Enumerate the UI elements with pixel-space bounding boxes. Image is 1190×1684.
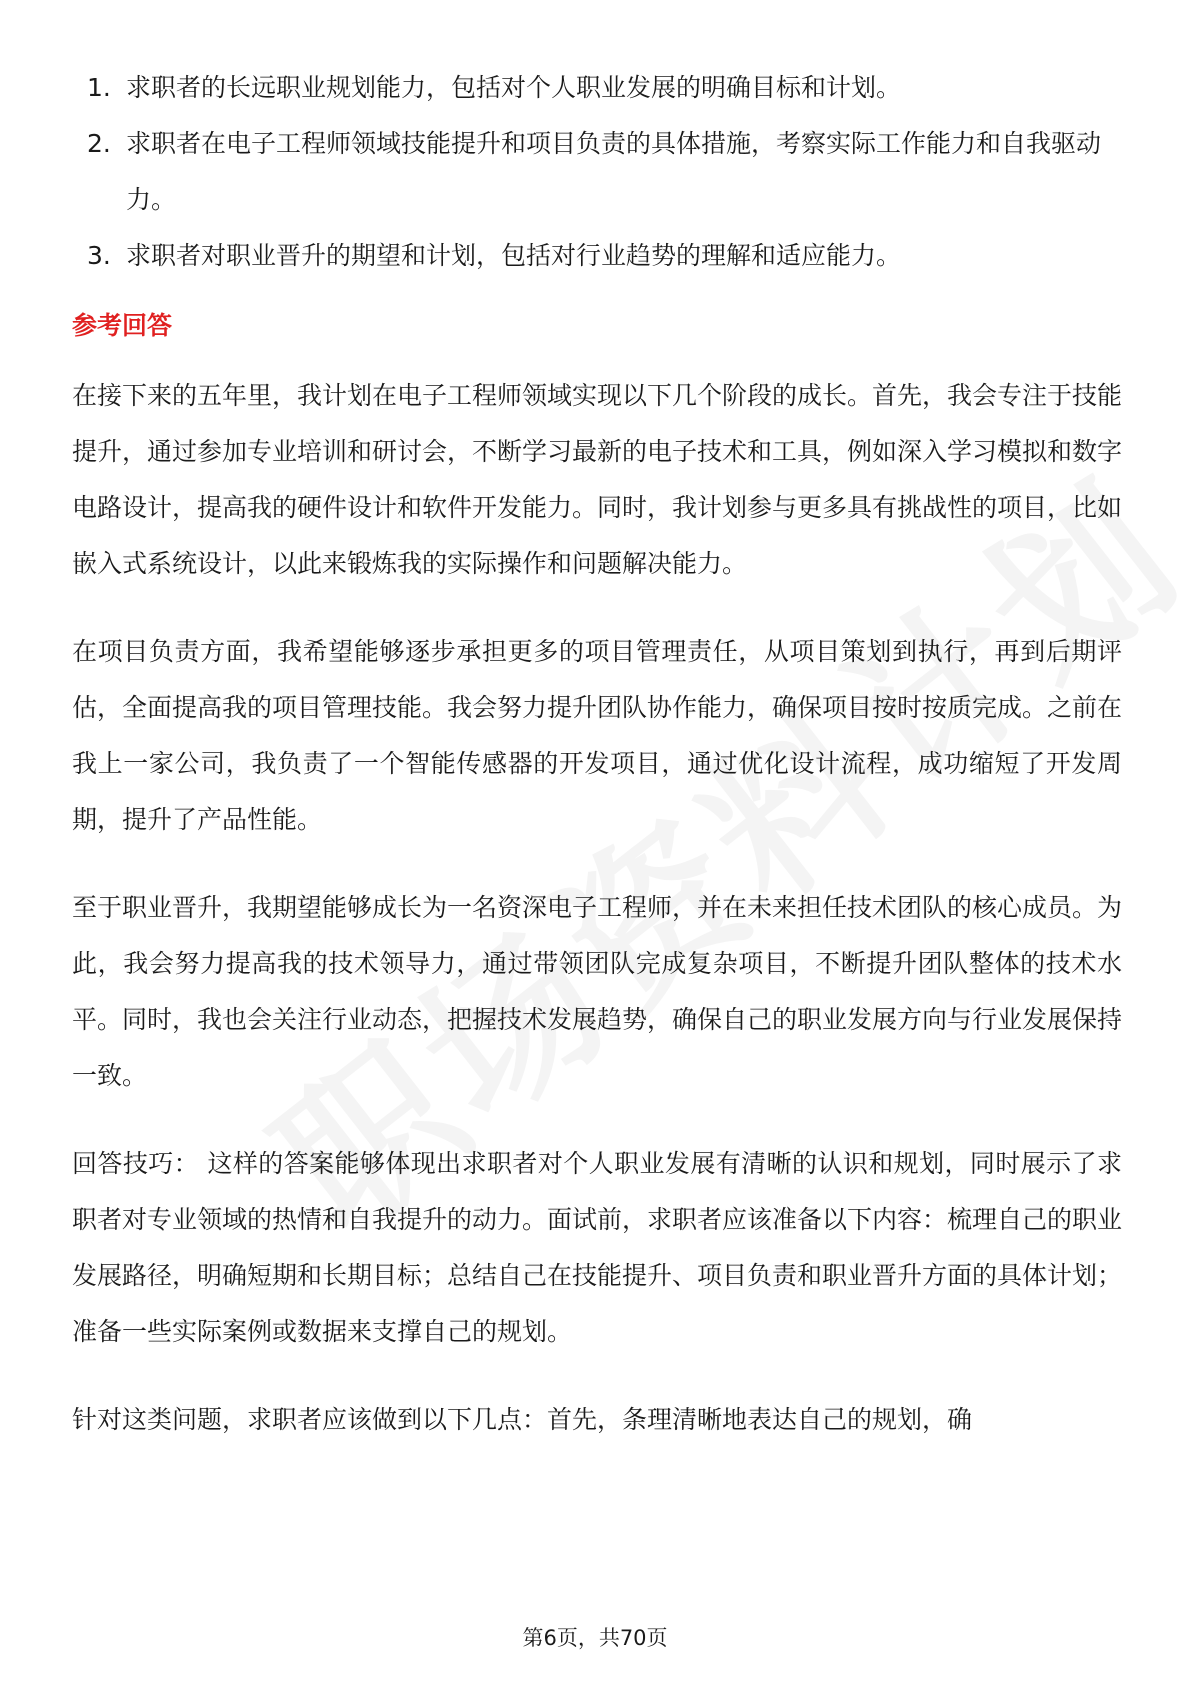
page-number: 第6页，共70页 [522,1626,668,1650]
list-item [72,228,1122,284]
list-item-text: 求职者在电子工程师领域技能提升和项目负责的具体措施，考察实际工作能力和自我驱动力。 [126,129,1102,214]
list-item-text: 求职者对职业晋升的期望和计划，包括对行业趋势的理解和适应能力。 [126,241,902,270]
page-content [72,60,1122,1480]
list-item [72,116,1122,228]
list-item-number: 3. [87,241,111,270]
answer-paragraph: 至于职业晋升，我期望能够成长为一名资深电子工程师，并在未来担任技术团队的核心成员。为此，我会努力提高我的技术领导力，通过带领团队完成复杂项目，不断提升团队整体的技术水平。同时，我也会关注行业动态，把握技术发展趋势，确保自己的职业发展方向与行业发展保持一致。 [72,893,1123,1090]
answer-paragraph: 在接下来的五年里，我计划在电子工程师领域实现以下几个阶段的成长。首先，我会专注于技能提升，通过参加专业培训和研讨会，不断学习最新的电子技术和工具，例如深入学习模拟和数字电路设计，提高我的硬件设计和软件开发能力。同时，我计划参与更多具有挑战性的项目，比如嵌入式系统设计，以此来锻炼我的实际操作和问题解决能力。 [72,381,1123,578]
answer-paragraph: 在项目负责方面，我希望能够逐步承担更多的项目管理责任，从项目策划到执行，再到后期评估，全面提高我的项目管理技能。我会努力提升团队协作能力，确保项目按时按质完成。之前在我上一家公司，我负责了一个智能传感器的开发项目，通过优化设计流程，成功缩短了开发周期，提升了产品性能。 [72,637,1123,834]
closing-paragraph: 针对这类问题，求职者应该做到以下几点：首先，条理清晰地表达自己的规划，确 [72,1405,973,1434]
goals-list [72,60,1122,284]
list-item [72,60,1122,116]
section-title: 参考回答 [72,311,173,340]
list-item-text: 求职者的长远职业规划能力，包括对个人职业发展的明确目标和计划。 [126,73,902,102]
tips-paragraph: 回答技巧： 这样的答案能够体现出求职者对个人职业发展有清晰的认识和规划，同时展示了求职者对专业领域的热情和自我提升的动力。面试前，求职者应该准备以下内容：梳理自己的职业发展路径，明确短期和长期目标；总结自己在技能提升、项目负责和职业晋升方面的具体计划；准备一些实际案例或数据来支撑自己的规划。 [72,1149,1123,1346]
list-item-number: 1. [87,73,111,102]
list-item-number: 2. [87,129,111,158]
